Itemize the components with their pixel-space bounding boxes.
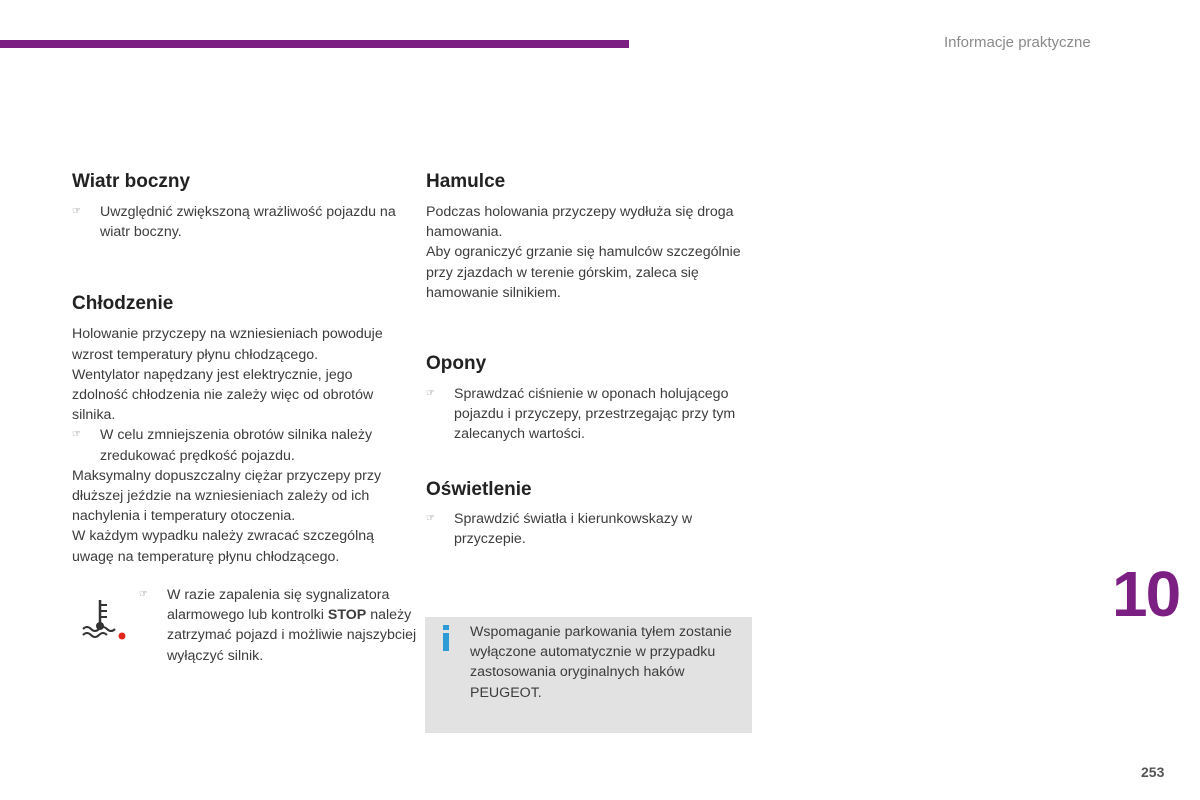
info-icon: [438, 625, 454, 651]
coolant-temperature-icon: [80, 597, 126, 641]
warning-text-end: należy zatrzymać pojazd i możliwie najszybciej wyłączyć silnik.: [167, 607, 417, 664]
pointing-hand-icon: ☞: [72, 429, 81, 441]
pointing-hand-icon: ☞: [72, 206, 81, 217]
middle-column: [426, 168, 756, 549]
stop-label: STOP: [327, 607, 367, 624]
info-text: Wspomaganie parkowania tyłem zostanie wyłączone automatycznie w przypadku zastosowania oryginalnych haków PEUGEOT.: [470, 624, 732, 701]
warning-text-start: W razie zapalenia się sygnalizatora alarmowego lub kontrolki: [167, 587, 390, 624]
cooling-para-1: Holowanie przyczepy na wzniesieniach powoduje wzrost temperatury płynu chłodzącego.: [72, 326, 383, 363]
cooling-para-4: W każdym wypadku należy zwracać szczególną uwagę na temperaturę płynu chłodzącego.: [72, 528, 374, 565]
cooling-bullet: [72, 425, 402, 465]
header-accent-bar: [0, 40, 629, 48]
section-label: Informacje praktyczne: [944, 34, 1091, 51]
chapter-number: 10: [1112, 558, 1180, 630]
lighting-bullet: [426, 509, 756, 549]
wind-bullet: [72, 202, 402, 242]
brakes-heading: Hamulce: [426, 171, 506, 192]
lighting-heading: Oświetlenie: [426, 478, 532, 500]
brakes-para-1: Podczas holowania przyczepy wydłuża się droga hamowania.: [426, 204, 734, 241]
pointing-hand-icon: ☞: [426, 388, 435, 400]
wind-bullet-text: Uwzględnić zwiększoną wrażliwość pojazdu na wiatr boczny.: [100, 204, 396, 241]
cooling-heading: Chłodzenie: [72, 293, 174, 315]
cooling-bullet-text: W celu zmniejszenia obrotów silnika należy zredukować prędkość pojazdu.: [100, 427, 373, 464]
coolant-warning: [72, 585, 417, 695]
cooling-para-3: Maksymalny dopuszczalny ciężar przyczepy przy dłuższej jeździe na wzniesieniach zależy od ich nachylenia i temperatury otoczenia.: [72, 467, 382, 525]
warning-bullet: [139, 585, 429, 666]
cooling-para-2: Wentylator napędzany jest elektrycznie, jego zdolność chłodzenia nie zależy więc od obrotów silnika.: [72, 366, 374, 424]
pointing-hand-icon: ☞: [426, 512, 435, 524]
left-column: [72, 168, 402, 567]
page-number: 253: [1141, 764, 1165, 780]
info-box: [425, 617, 752, 733]
tyres-bullet: [426, 384, 756, 445]
wind-heading: Wiatr boczny: [72, 171, 191, 192]
tyres-bullet-text: Sprawdzać ciśnienie w oponach holującego pojazdu i przyczepy, przestrzegając przy tym zalecanych wartości.: [454, 386, 736, 443]
brakes-para-2: Aby ograniczyć grzanie się hamulców szczególnie przy zjazdach w terenie górskim, zaleca się hamowanie silnikiem.: [426, 244, 741, 301]
lighting-bullet-text: Sprawdzić światła i kierunkowskazy w przyczepie.: [454, 510, 693, 547]
pointing-hand-icon: ☞: [139, 589, 148, 600]
tyres-heading: Opony: [426, 353, 487, 375]
